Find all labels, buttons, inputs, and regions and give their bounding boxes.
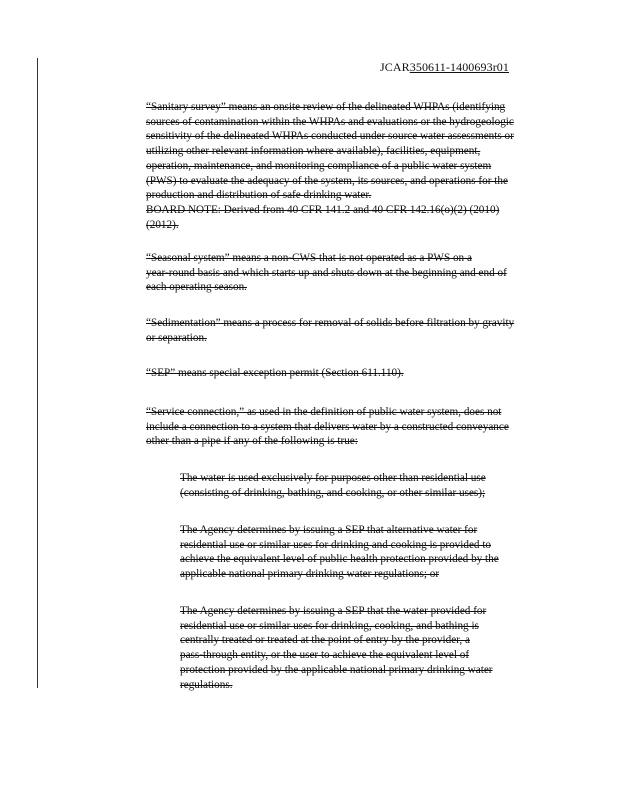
definition-sanitary-survey (146, 100, 532, 232)
text-line: “Seasonal system” means a non-CWS that is not operated as a PWS on a (146, 252, 472, 264)
text-line: (consisting of drinking, bathing, and cooking, or other similar uses); (180, 486, 486, 499)
doc-id-prefix: JCAR (380, 60, 410, 74)
text-line: (2012). (146, 218, 179, 231)
text-line: or separation. (146, 331, 207, 344)
text-line: sensitivity of the delineated WHPAs conducted under source water assessments or (146, 130, 514, 143)
text-line: applicable national primary drinking water regulations; or (180, 568, 440, 581)
text-line: achieve the equivalent level of public health protection provided by the (180, 553, 499, 566)
text-line: protection provided by the applicable national primary drinking water (180, 663, 493, 676)
definition-seasonal-system (146, 251, 532, 295)
text-line: “SEP” means special exception permit (Section 611.110). (146, 367, 404, 379)
service-connection-item-3 (180, 604, 530, 692)
text-line: “Sedimentation” means a process for removal of solids before filtration by gravity (146, 317, 515, 329)
text-line: include a connection to a system that delivers water by a constructed conveyance (146, 420, 509, 433)
definition-sep (146, 366, 532, 381)
text-line: production and distribution of safe drinking water. (146, 189, 372, 202)
text-line: centrally treated or treated at the point of entry by the provider, a (180, 634, 470, 647)
text-line: other than a pipe if any of the following is true: (146, 435, 358, 448)
text-line: pass-through entity, or the user to achieve the equivalent level of (180, 649, 470, 662)
text-line: utilizing other relevant information where available), facilities, equipment, (146, 145, 481, 158)
service-connection-item-2 (180, 523, 530, 582)
definition-service-connection (146, 405, 532, 449)
text-line: regulations. (180, 678, 233, 691)
text-line: “Service connection,” as used in the definition of public water system, does not (146, 406, 502, 418)
definition-sedimentation (146, 316, 532, 345)
text-line: operation, maintenance, and monitoring compliance of a public water system (146, 159, 492, 172)
text-line: The Agency determines by issuing a SEP that alternative water for (180, 524, 478, 536)
text-line: “Sanitary survey” means an onsite review of the delineated WHPAs (identifying (146, 101, 506, 113)
text-line: residential use or similar uses for drinking and cooking is provided to (180, 538, 492, 551)
text-line: (PWS) to evaluate the adequacy of the system, its sources, and operations for the (146, 174, 508, 187)
text-line: year-round basis and which starts up and shuts down at the beginning and end of (146, 266, 507, 279)
text-line: sources of contamination within the WHPAs and evaluations or the hydrogeologic (146, 115, 514, 128)
text-line: each operating season. (146, 281, 247, 294)
text-line: The Agency determines by issuing a SEP that the water provided for (180, 605, 487, 617)
document-id (380, 60, 509, 75)
board-note: BOARD NOTE: Derived from 40 CFR 141.2 and 40 CFR 142.16(o)(2) (2010) (146, 203, 500, 216)
service-connection-item-1 (180, 471, 530, 500)
text-line: The water is used exclusively for purposes other than residential use (180, 472, 486, 484)
text-line: residential use or similar uses for drinking, cooking, and bathing is (180, 619, 479, 632)
doc-id-number: 350611-1400693r01 (409, 60, 509, 74)
revision-margin-bar (37, 58, 38, 688)
